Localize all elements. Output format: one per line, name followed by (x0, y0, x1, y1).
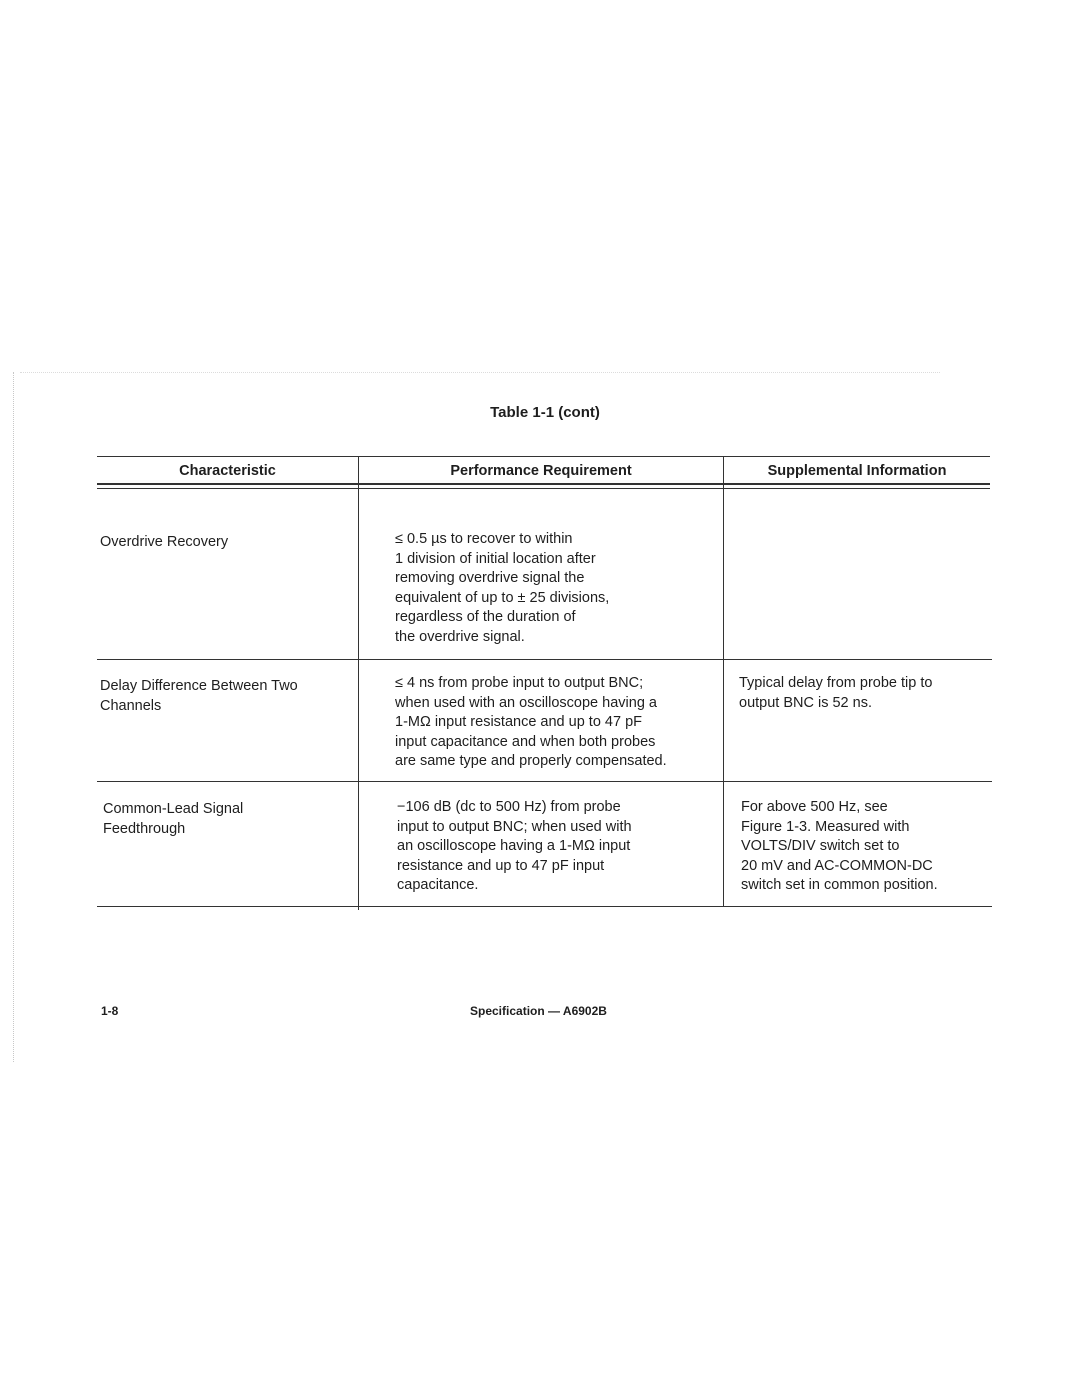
scan-edge-artifact (13, 372, 14, 1062)
header-supplemental: Supplemental Information (767, 463, 947, 479)
row-3-characteristic: Common-Lead Signal Feedthrough (103, 801, 244, 837)
header-top-rule (97, 456, 990, 457)
row-1-characteristic: Overdrive Recovery (100, 534, 229, 550)
row-2-performance: ≤ 4 ns from probe input to output BNC; when used with an oscilloscope having a 1-MΩ input resistance and up to 47 pF input capacitance and when both probes are same type and properly compensated. (395, 675, 667, 769)
header-bottom-rule (97, 483, 990, 485)
header-characteristic: Characteristic (179, 463, 276, 479)
row-divider-1 (97, 659, 992, 660)
row-3-supplemental: For above 500 Hz, see Figure 1-3. Measured with VOLTS/DIV switch set to 20 mV and AC-COMMON-DC switch set in common position. (741, 799, 938, 893)
row-2-characteristic: Delay Difference Between Two Channels (100, 678, 298, 714)
footer-section: Specification — A6902B (470, 1004, 607, 1018)
row-1-performance: ≤ 0.5 µs to recover to within 1 division of initial location after removing overdrive signal the equivalent of up to ± 25 divisions, regardless of the duration of the overdrive signal. (395, 531, 610, 645)
column-divider-1 (358, 457, 359, 910)
scan-top-artifact (20, 372, 940, 373)
header-bottom-rule-2 (97, 488, 990, 489)
column-divider-2 (723, 457, 724, 907)
row-divider-3 (97, 906, 992, 907)
row-3-performance: −106 dB (dc to 500 Hz) from probe input to output BNC; when used with an oscilloscope having a 1-MΩ input resistance and up to 47 pF input capacitance. (397, 799, 632, 893)
row-divider-2 (97, 781, 992, 782)
table-title: Table 1-1 (cont) (490, 404, 600, 421)
page-number: 1-8 (101, 1004, 119, 1018)
header-performance: Performance Requirement (450, 463, 632, 479)
row-2-supplemental: Typical delay from probe tip to output BNC is 52 ns. (739, 675, 933, 711)
